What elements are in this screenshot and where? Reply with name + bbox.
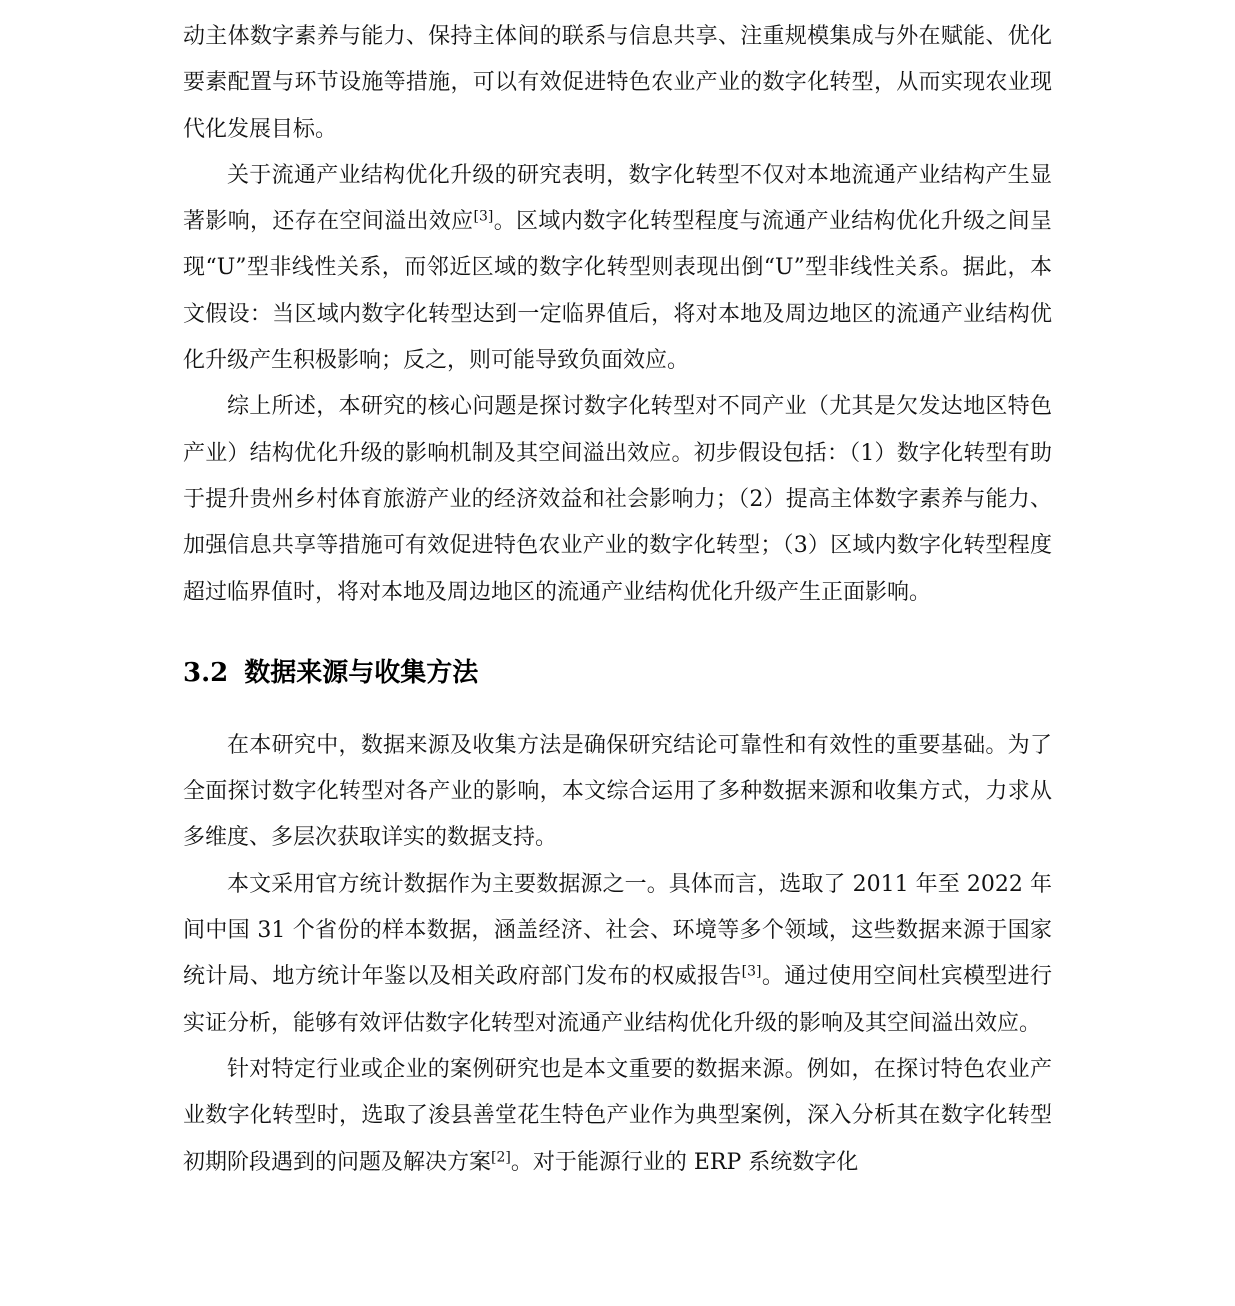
citation-reference[interactable]: [3] — [473, 208, 494, 225]
document-page — [183, 14, 1052, 1186]
paragraph-text: 。对于能源行业的 ERP 系统数字化 — [510, 1149, 859, 1175]
paragraph-text: 。区域内数字化转型程度与流通产业结构优化升级之间呈现“U”型非线性关系，而邻近区域的数字化转型则表现出倒“U”型非线性关系。据此，本文假设：当区域内数字化转型达到一定临界值后，将对本地及周边地区的流通产业结构优化升级产生积极影响；反之，则可能导致负面效应。 — [183, 209, 1052, 374]
paragraph-text: 本文采用官方统计数据作为主要数据源之一。具体而言，选取了 2011 年至 2022 年间中国 31 个省份的样本数据，涵盖经济、社会、环境等多个领域，这些数据来源于国家统计局、地方统计年鉴以及相关政府部门发布的权威报告 — [183, 871, 1052, 990]
paragraph-text: 。通过使用空间杜宾模型进行实证分析，能够有效评估数字化转型对流通产业结构优化升级的影响及其空间溢出效应。 — [183, 964, 1052, 1036]
section-title: 数据来源与收集方法 — [244, 657, 479, 688]
paragraph-summary-hypotheses: 综上所述，本研究的核心问题是探讨数字化转型对不同产业（尤其是欠发达地区特色产业）结构优化升级的影响机制及其空间溢出效应。初步假设包括：（1）数字化转型有助于提升贵州乡村体育旅游产业的经济效益和社会影响力；（2）提高主体数字素养与能力、加强信息共享等措施可有效促进特色农业产业的数字化转型；（3）区域内数字化转型程度超过临界值时，将对本地及周边地区的流通产业结构优化升级产生正面影响。 — [183, 394, 1053, 605]
paragraph-circulation-industry — [183, 153, 1052, 384]
paragraph-text: 关于流通产业结构优化升级的研究表明，数字化转型不仅对本地流通产业结构产生显著影响，还存在空间溢出效应 — [183, 162, 1052, 235]
paragraph-continuation: 动主体数字素养与能力、保持主体间的联系与信息共享、注重规模集成与外在赋能、优化要素配置与环节设施等措施，可以有效促进特色农业产业的数字化转型，从而实现农业现代化发展目标。 — [183, 24, 1052, 142]
paragraph-data-sources-intro: 在本研究中，数据来源及收集方法是确保研究结论可靠性和有效性的重要基础。为了全面探讨数字化转型对各产业的影响，本文综合运用了多种数据来源和收集方式，力求从多维度、多层次获取详实的数据支持。 — [183, 732, 1052, 851]
paragraph-case-studies — [183, 1047, 1052, 1186]
citation-reference[interactable]: [3] — [741, 963, 762, 980]
citation-reference[interactable]: [2] — [491, 1148, 511, 1165]
section-heading — [183, 653, 1052, 693]
paragraph-official-statistics — [183, 862, 1052, 1047]
section-number: 3.2 — [183, 657, 229, 688]
paragraph-text: 针对特定行业或企业的案例研究也是本文重要的数据来源。例如，在探讨特色农业产业数字化转型时，选取了浚县善堂花生特色产业作为典型案例，深入分析其在数字化转型初期阶段遇到的问题及解决方案 — [183, 1056, 1052, 1175]
